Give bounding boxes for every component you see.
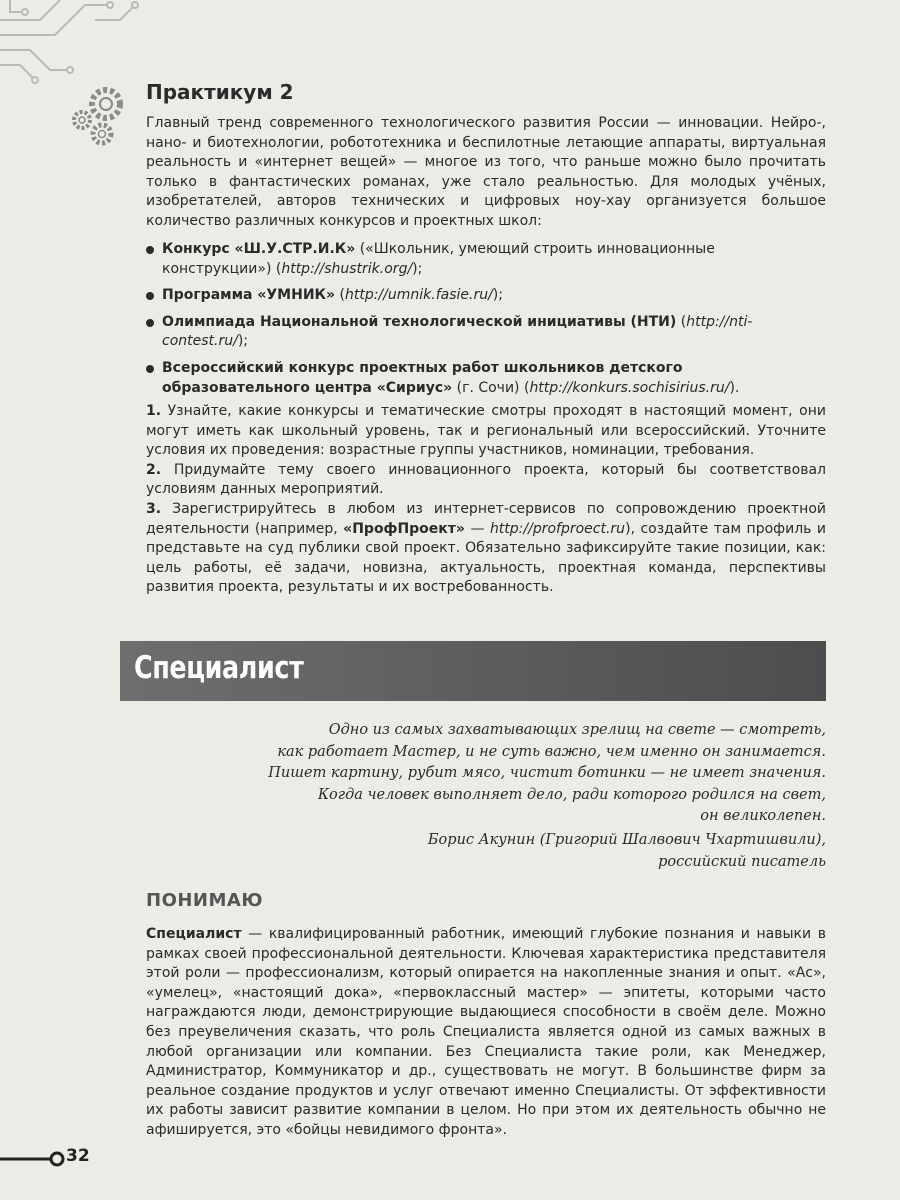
contest-name: Олимпиада Национальной технологической инициативы (НТИ) xyxy=(162,313,677,330)
task-text-cont: ), создайте там профиль и представьте на суд публики свой проект. Обязательно зафиксируйте такие позиции, как: цель работы, её задачи, новизна, актуальность, проектная команда, перспективы развития проекта, результаты и их востребованность. xyxy=(146,520,826,596)
task-number: 2. xyxy=(146,461,162,478)
contest-name: Программа «УМНИК» xyxy=(162,287,336,304)
list-item xyxy=(146,240,826,279)
contest-list xyxy=(146,240,826,405)
task-number: 1. xyxy=(146,403,162,419)
epigraph-line: он великолепен. xyxy=(700,808,826,824)
contest-tail: ); xyxy=(237,333,249,350)
service-name: «ПрофПроект» xyxy=(343,520,465,537)
task-text: Придумайте тему своего инновационного проекта, который бы соответствовал условиям данных мероприятий. xyxy=(146,461,826,498)
epigraph xyxy=(266,720,826,828)
specialist-paragraph xyxy=(146,925,826,1141)
bullet-icon xyxy=(146,365,154,373)
task-list xyxy=(146,402,826,598)
author-name: Борис Акунин (Григорий Шалвович Чхартишвили), xyxy=(427,832,826,848)
term: Специалист xyxy=(146,926,242,942)
task-text: Узнайте, какие конкурсы и тематические смотры проходят в настоящий момент, они могут иметь как школьный уровень, так и региональный или всероссийский. Уточните условия их проведения: возрастные группы участников, номинации, требования. xyxy=(146,403,826,459)
contest-tail: ); xyxy=(412,260,423,277)
section-banner xyxy=(120,641,826,701)
contest-name: Конкурс «Ш.У.СТР.И.К» xyxy=(162,241,356,257)
page-number: 32 xyxy=(66,1146,90,1166)
gears-icon xyxy=(66,82,136,152)
list-item xyxy=(146,286,826,306)
epigraph-line: Когда человек выполняет дело, ради которого родился на свет, xyxy=(317,786,826,803)
contest-link[interactable]: http://umnik.fasie.ru/ xyxy=(344,287,493,304)
task-item xyxy=(146,500,826,598)
epigraph-line: Пишет картину, рубит мясо, чистит ботинки — не имеет значения. xyxy=(268,765,826,781)
contest-desc: («Школьник, умеющий строить инновационные конструкции») ( xyxy=(162,241,715,277)
task-number: 3. xyxy=(146,500,162,517)
list-item xyxy=(146,359,826,398)
author-role: российский писатель xyxy=(658,853,826,870)
contest-link[interactable]: http://konkurs.sochisirius.ru/ xyxy=(529,379,730,396)
bullet-icon xyxy=(146,319,154,327)
epigraph-author xyxy=(266,830,826,873)
section-heading: ПОНИМАЮ xyxy=(146,890,263,911)
contest-desc: (г. Сочи) ( xyxy=(452,379,530,396)
page-marker-icon xyxy=(0,1146,66,1172)
service-link[interactable]: http://profproect.ru xyxy=(489,520,626,537)
contest-tail: ); xyxy=(492,287,503,304)
bullet-icon xyxy=(146,292,154,300)
contest-name: Всероссийский конкурс проектных работ школьников детского образовательного центра «Сириус» xyxy=(162,359,683,396)
dash: — xyxy=(464,520,490,537)
epigraph-line: как работает Мастер, и не суть важно, чем именно он занимается. xyxy=(277,743,826,760)
task-item xyxy=(146,402,826,461)
practicum-intro: Главный тренд современного технологического развития России — инновации. Нейро-, нано- и биотехнологии, робототехника и беспилотные летающие аппараты, виртуальная реальность и «интернет вещей» — многое из того, что раньше можно было прочитать только в фантастических романах, уже стало реальностью. Для молодых учёных, изобретателей, авторов технических и цифровых ноу-хау организуется большое количество различных конкурсов и проектных школ: xyxy=(146,115,826,229)
contest-tail: ). xyxy=(729,379,740,396)
contest-desc: ( xyxy=(335,287,345,304)
bullet-icon xyxy=(146,246,154,254)
contest-link[interactable]: http://nti-contest.ru/ xyxy=(162,313,753,350)
definition: — квалифицированный работник, имеющий глубокие познания и навыки в рамках своей профессиональной деятельности. Ключевая характеристика представителя этой роли — профессионализм, который опирается на накопленные знания и опыт. «Ас», «умелец», «настоящий дока», «первоклассный мастер» — эпитеты, которыми часто награждаются люди, демонстрирующие выдающиеся способности в своём деле. Можно без преувеличения сказать, что роль Специалиста является одной из самых важных в любой организации или компании. Без Специалиста такие роли, как Менеджер, Администратор, Коммуникатор и др., существовать не могут. В большинстве фирм за реальное создание продуктов и услуг отвечают именно Специалисты. От эффективности их работы зависит развитие компании в целом. Но при этом их деятельность обычно не афишируется, это «бойцы невидимого фронта». xyxy=(146,926,826,1138)
epigraph-line: Одно из самых захватывающих зрелищ на свете — смотреть, xyxy=(328,722,826,738)
banner-title: Специалист xyxy=(134,650,304,686)
contest-link[interactable]: http://shustrik.org/ xyxy=(281,260,413,277)
task-item xyxy=(146,461,826,500)
task-text: Зарегистрируйтесь в любом из интернет-сервисов по сопровождению проектной деятельности (например, xyxy=(146,500,826,537)
practicum-title: Практикум 2 xyxy=(146,80,294,104)
list-item xyxy=(146,313,826,352)
contest-desc: ( xyxy=(676,313,687,330)
